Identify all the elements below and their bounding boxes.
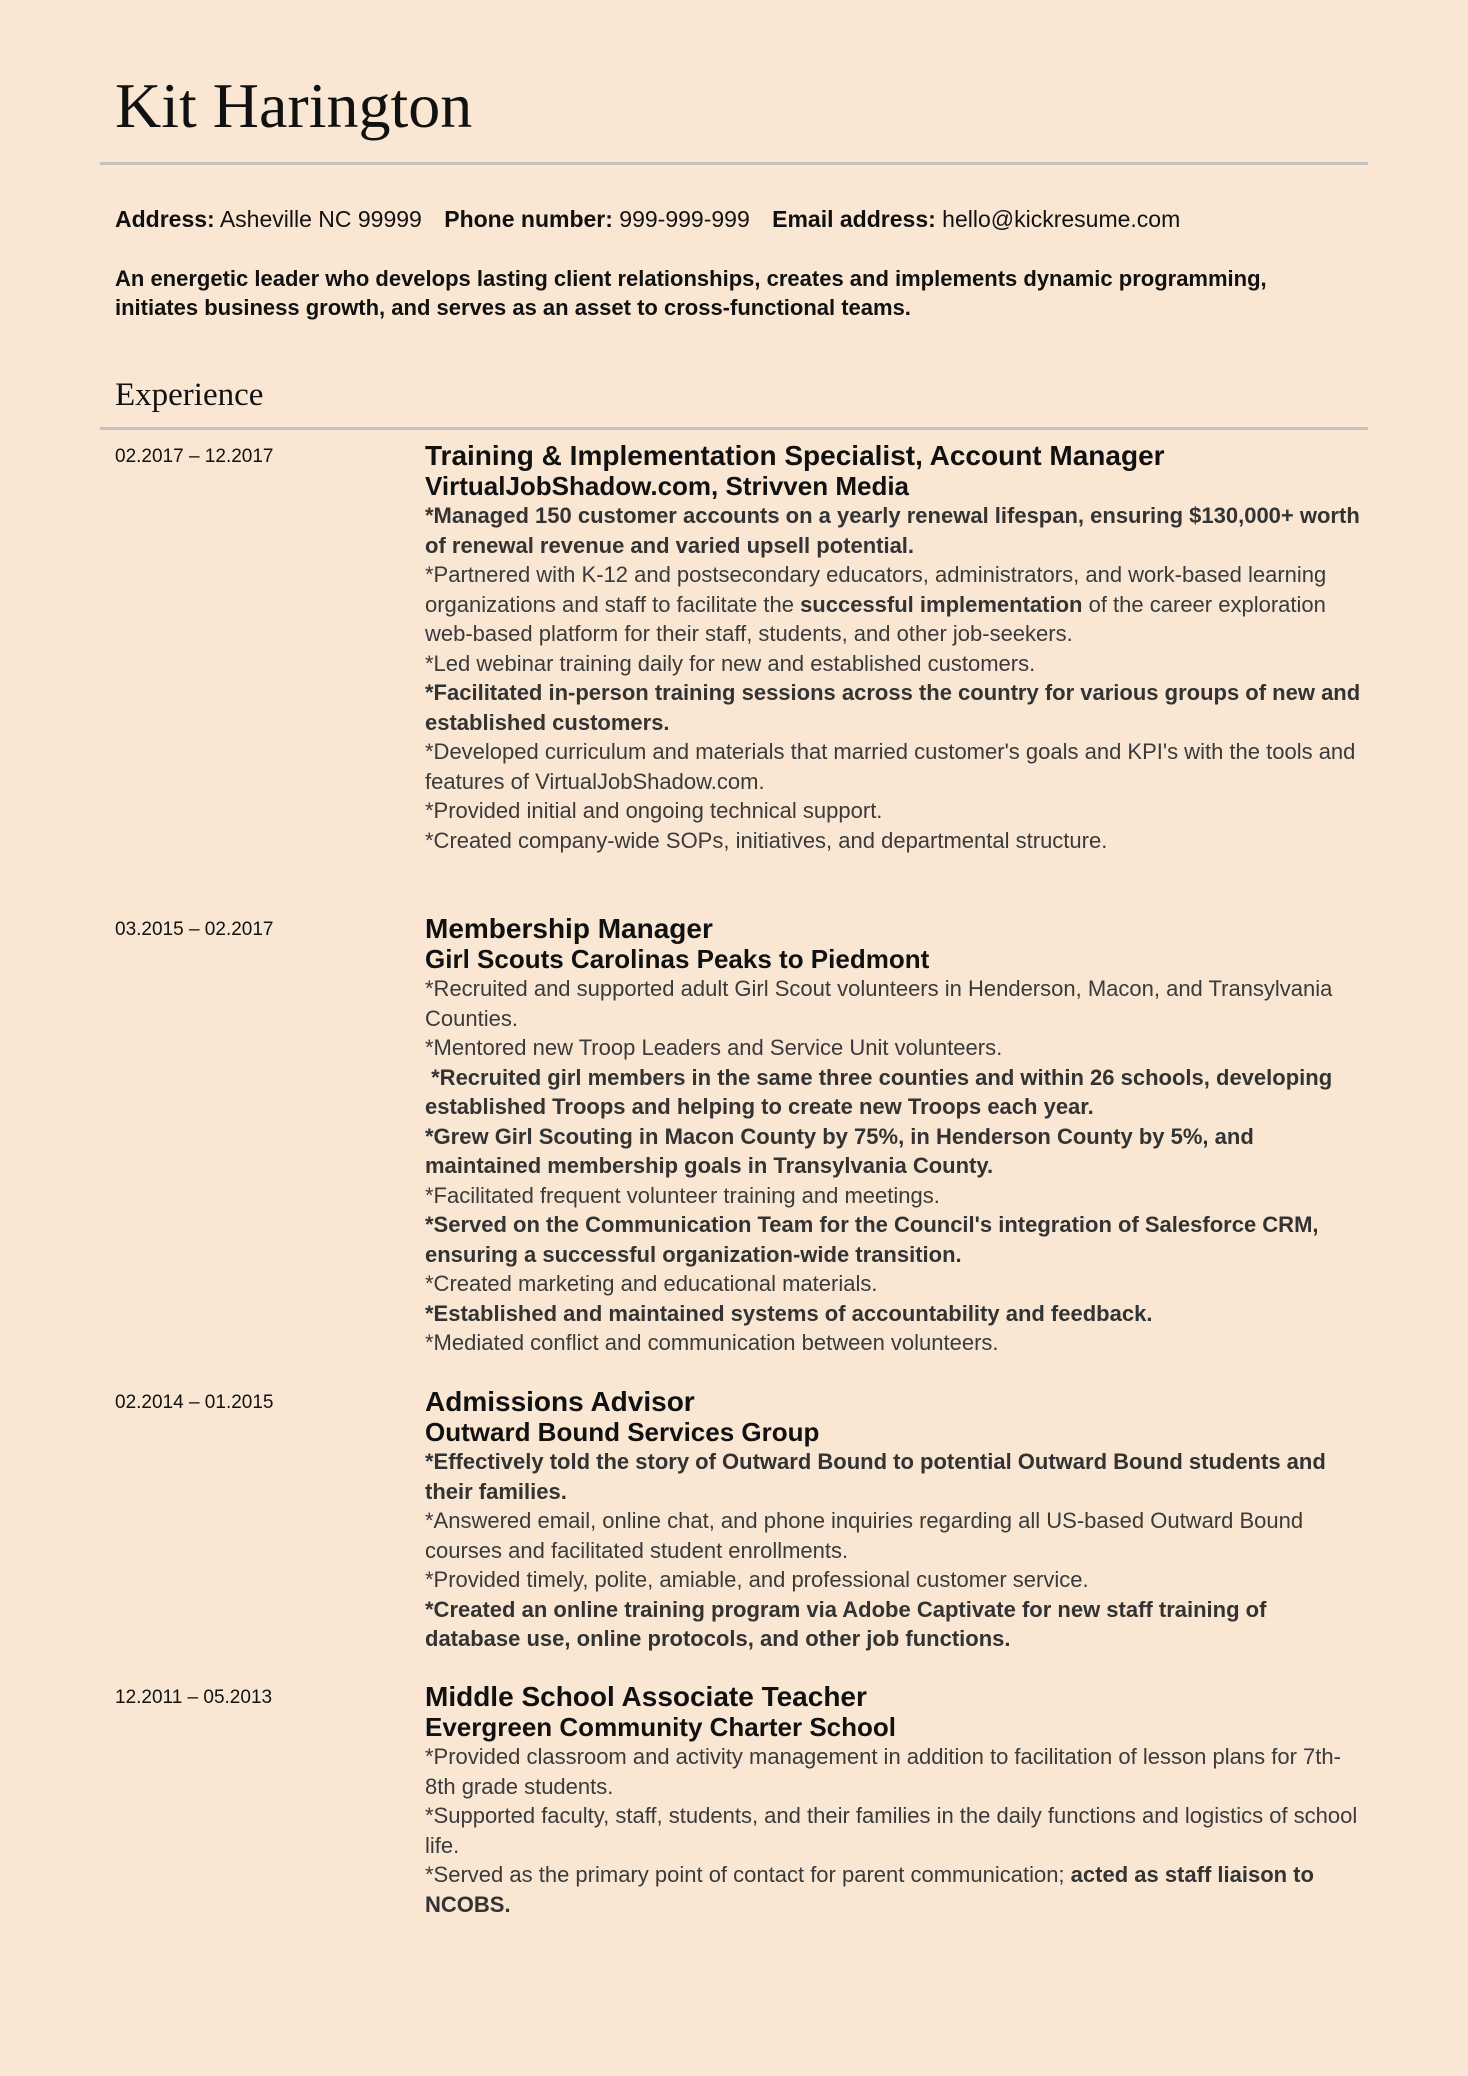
email-item — [772, 206, 1180, 232]
job-bullets — [425, 1447, 1365, 1654]
bullet-text: *Partnered with K-12 and postsecondary educators, administrators, and work-based learning organizations and staff to facilitate the — [425, 562, 1327, 617]
job-dates: 02.2017 – 12.2017 — [115, 446, 274, 467]
job-company: Evergreen Community Charter School — [425, 1712, 896, 1742]
bullet-emphasis: successful implementation — [800, 591, 1083, 617]
job-bullet: *Served on the Communication Team for the Council's integration of Salesforce CRM, ensuring a successful organization-wide transition. — [425, 1212, 1319, 1267]
address-label: Address: — [115, 206, 215, 232]
job-details — [425, 913, 1365, 1358]
job-company: VirtualJobShadow.com, Strivven Media — [425, 471, 910, 501]
header-divider — [100, 162, 1368, 165]
job-bullet — [425, 1860, 1365, 1919]
job-title: Admissions Advisor — [425, 1386, 695, 1417]
phone-item — [444, 206, 756, 232]
job-bullet: *Created marketing and educational materials. — [425, 1271, 878, 1296]
contact-line — [115, 203, 1196, 235]
job-bullet: *Established and maintained systems of accountability and feedback. — [425, 1300, 1153, 1326]
profile-summary: An energetic leader who develops lasting client relationships, creates and implements dynamic programming, initiates business growth, and serves as an asset to cross-functional teams. — [115, 266, 1267, 320]
job-bullets — [425, 1742, 1365, 1919]
bullet-text: of the career exploration web-based platform for their staff, students, and other job-seekers. — [425, 591, 1326, 646]
bullet-emphasis: acted as staff liaison to NCOBS. — [425, 1862, 1314, 1917]
job-bullet: *Provided initial and ongoing technical support. — [425, 798, 883, 823]
job-bullet: *Developed curriculum and materials that married customer's goals and KPI's with the tools and features of VirtualJobShadow.com. — [425, 739, 1356, 794]
email-label: Email address: — [772, 206, 936, 232]
job-bullet: *Created an online training program via Adobe Captivate for new staff training of database use, online protocols, and other job functions. — [425, 1596, 1267, 1651]
experience-divider — [100, 427, 1368, 430]
job-company: Outward Bound Services Group — [425, 1417, 820, 1447]
job-bullet: *Provided classroom and activity management in addition to facilitation of lesson plans for 7th-8th grade students. — [425, 1744, 1341, 1799]
job-dates: 02.2014 – 01.2015 — [115, 1392, 274, 1413]
phone-label: Phone number: — [444, 206, 613, 232]
job-bullet: *Recruited and supported adult Girl Scout volunteers in Henderson, Macon, and Transylvania Counties. — [425, 976, 1333, 1031]
job-bullet: *Provided timely, polite, amiable, and professional customer service. — [425, 1567, 1089, 1592]
job-title: Training & Implementation Specialist, Account Manager — [425, 440, 1165, 471]
address-value: Asheville NC 99999 — [219, 206, 422, 232]
job-company: Girl Scouts Carolinas Peaks to Piedmont — [425, 944, 930, 974]
job-title: Membership Manager — [425, 913, 713, 944]
job-bullet: *Effectively told the story of Outward Bound to potential Outward Bound students and their families. — [425, 1449, 1326, 1504]
job-bullet: *Created company-wide SOPs, initiatives, and departmental structure. — [425, 827, 1108, 853]
job-bullet: *Mediated conflict and communication between volunteers. — [425, 1330, 999, 1355]
job-details — [425, 440, 1365, 855]
address-item — [115, 206, 428, 232]
experience-heading: Experience — [115, 377, 264, 413]
job-details — [425, 1386, 1365, 1654]
job-dates: 12.2011 – 05.2013 — [115, 1687, 273, 1708]
phone-value: 999-999-999 — [619, 206, 750, 232]
candidate-name: Kit Harington — [115, 70, 473, 141]
job-bullet: *Led webinar training daily for new and established customers. — [425, 650, 1036, 676]
job-bullets — [425, 501, 1365, 855]
job-bullet: *Grew Girl Scouting in Macon County by 75%, in Henderson County by 5%, and maintained membership goals in Transylvania County. — [425, 1123, 1254, 1178]
job-bullet: *Recruited girl members in the same three counties and within 26 schools, developing established Troops and helping to create new Troops each year. — [425, 1064, 1339, 1119]
job-bullets — [425, 974, 1365, 1358]
job-bullet — [425, 560, 1365, 649]
email-value: hello@kickresume.com — [942, 206, 1181, 232]
job-bullet: *Answered email, online chat, and phone inquiries regarding all US-based Outward Bound courses and facilitated student enrollments. — [425, 1508, 1304, 1563]
bullet-text: *Served as the primary point of contact for parent communication; — [425, 1862, 1071, 1887]
job-bullet: *Managed 150 customer accounts on a yearly renewal lifespan, ensuring $130,000+ worth of renewal revenue and varied upsell potential. — [425, 503, 1360, 558]
job-dates: 03.2015 – 02.2017 — [115, 919, 274, 940]
job-bullet: *Supported faculty, staff, students, and their families in the daily functions and logistics of school life. — [425, 1803, 1358, 1858]
job-bullet: *Mentored new Troop Leaders and Service Unit volunteers. — [425, 1035, 1003, 1060]
job-title: Middle School Associate Teacher — [425, 1681, 867, 1712]
job-details — [425, 1681, 1365, 1919]
job-bullet: *Facilitated in-person training sessions across the country for various groups of new and established customers. — [425, 680, 1361, 735]
job-bullet: *Facilitated frequent volunteer training and meetings. — [425, 1182, 940, 1208]
